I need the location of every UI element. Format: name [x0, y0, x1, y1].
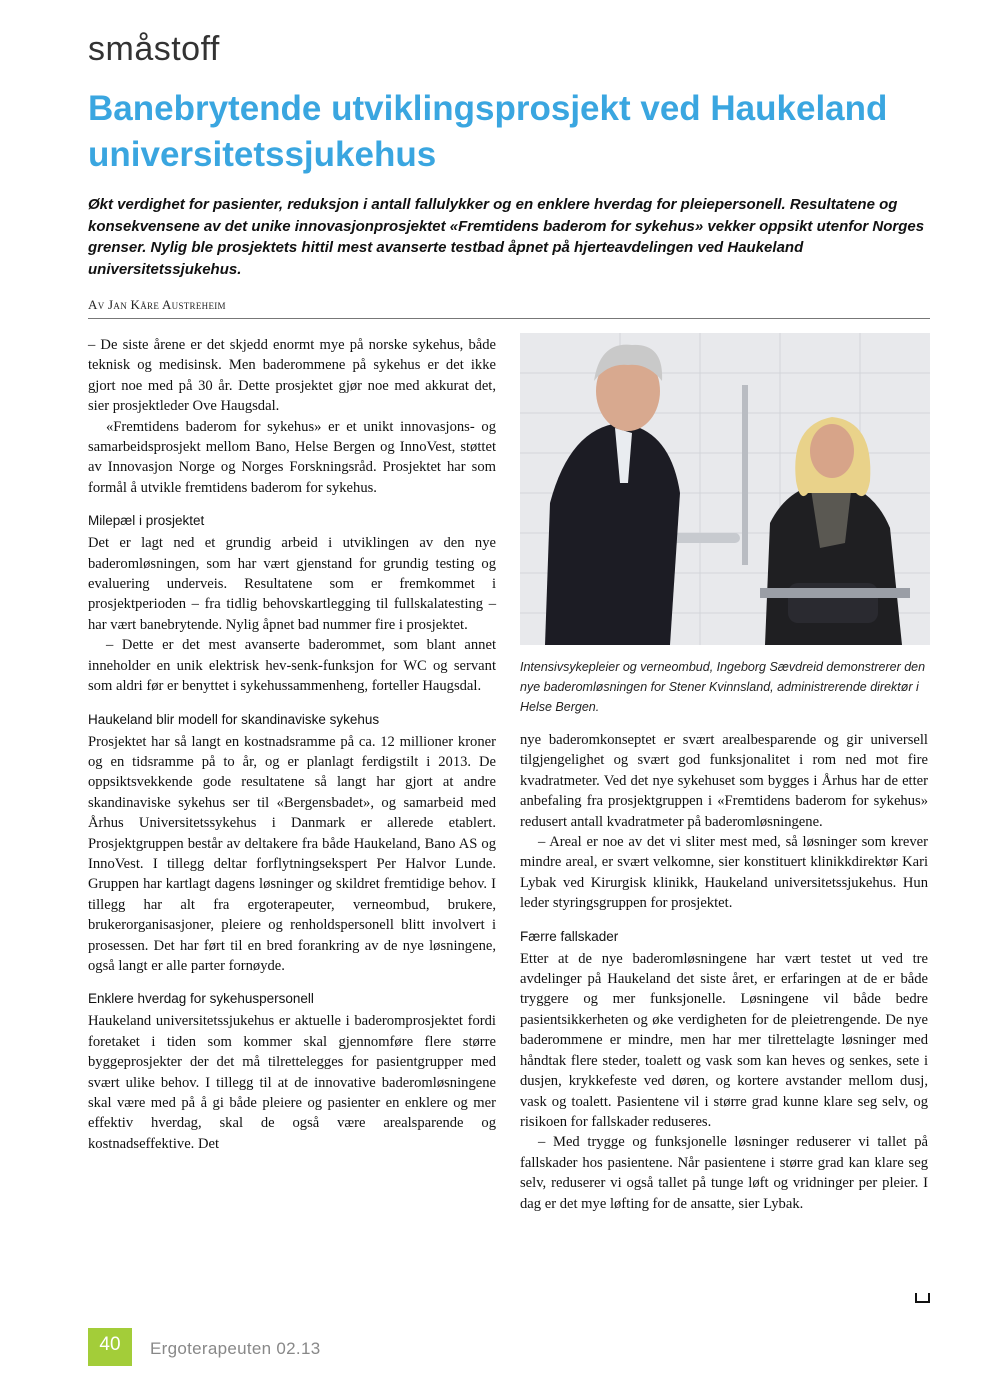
paragraph: Haukeland universitetssjukehus er aktuelle i baderomprosjektet fordi foretaket i tiden som kommer skal gjennomføre flere større byggeprosjekter der det må tilrettelegges for pasientgrupper med svært ulike behov. I tillegg til at de innovative baderomløsningene skal være med på å gi både pleiere og pasienter en enklere og mer effektiv hverdag, skal de også være arealsparende og kostnadseffektive. Det — [88, 1013, 496, 1152]
article-photo — [520, 333, 930, 645]
article-column-right — [520, 730, 928, 1214]
section-label: småstoff — [88, 30, 220, 68]
paragraph: – Areal er noe av det vi sliter mest med, så løsninger som krever mindre areal, er svært velkomne, sier konstituert klinikkdirektør Kari Lybak ved Kirurgisk klinikk, Haukeland universitetssjukehus. Hun leder styringsgruppen for prosjektet. — [520, 834, 928, 912]
photo-woman-face — [810, 424, 854, 478]
paragraph: Prosjektet har så langt en kostnadsramme på ca. 12 millioner kroner og en tidsramme på to år, og er planlagt ferdigstilt i 2013. De oppsiktsvekkende gode resultatene så langt har gjort at andre skandinaviske sykehus ser til «Bergensbadet», og samarbeid med Århus Universitetssykehus i Danmark er allerede etablert. Prosjektgruppen består av deltakere fra både Haukeland, Bano AS og InnoVest. I tillegg deltar forflytningsekspert Per Halvor Lunde. Gruppen har kartlagt dagens løsninger og skildret fremtidige behov. I tillegg har alt fra ergoterapeuter, verneombud, brukere, brukerorganisasjoner, pleiere og renholdspersonell blitt involvert i prosessen. Det har ført til en bred forankring av de nye løsningene, også langt er alle parter fornøyde. — [88, 733, 496, 974]
photo-shower-rail — [742, 385, 748, 565]
headline: Banebrytende utviklingsprosjekt ved Haukeland universitetssjukehus — [88, 89, 888, 174]
page-number: 40 — [99, 1334, 121, 1355]
paragraph: Det er lagt ned et grundig arbeid i utviklingen av den nye baderomløsningen, som har vært gjenstand for grundig testing og evaluering underveis. Resultatene som er fremkommet i prosjektperioden – fra tidlig behovskartlegging til fullskalatesting – har vært banebrytende. Nylig åpnet bad nummer fire i prosjektet. — [88, 535, 496, 633]
subheading: Milepæl i prosjektet — [88, 513, 205, 529]
subheading: Enklere hverdag for sykehuspersonell — [88, 991, 314, 1007]
magazine-name: Ergoterapeuten 02.13 — [150, 1339, 321, 1358]
byline-rule — [88, 318, 930, 319]
subheading: Færre fallskader — [520, 928, 619, 944]
photo-caption: Intensivsykepleier og verneombud, Ingeborg Sævdreid demonstrerer den nye baderomløsningen for Stener Kvinnsland, administrerende direktør i Helse Bergen. — [520, 660, 926, 714]
article-column-left — [88, 335, 496, 1154]
lead-paragraph: Økt verdighet for pasienter, reduksjon i antall fallulykker og en enklere hverdag for pleiepersonell. Resultatene og konsekvensene av det unike innovasjonprosjektet «Fremtidens baderom for sykehus» vekker oppsikt utenfor Norges grenser. Nylig ble prosjektets hittil mest avanserte testbad åpnet på hjerteavdelingen ved Haukeland universitetssjukehus. — [88, 196, 925, 278]
paragraph: – Med trygge og funksjonelle løsninger reduserer vi tallet på fallskader hos pasientene. Når pasientene i større grad kan klare seg selv, reduserer vi også tallet på tunge løft og vridninger per pleier. I dag er det mye løfting for de ansatte, sier Lybak. — [520, 1134, 928, 1212]
paragraph: Etter at de nye baderomløsningene har vært testet ut ved tre avdelinger på Haukeland det siste året, er erfaringen at de er både tryggere og mer funksjonelle. Løsningene vil både bedre pasientsikkerheten og øke verdigheten for de pleietrengende. De nye baderommene er mindre, men har mer tilrettelagte løsninger med håndtak flere steder, toalett og vask som kan heves og senkes, sete i dusjen, krykkefeste ved døren, og kortere avstander mellom dusj, vask og toalett. Pasientene vil i større grad kunne klare seg selv, og risikoen for fallskader reduseres. — [520, 950, 928, 1130]
paragraph: «Fremtidens baderom for sykehus» er et unikt innovasjons- og samarbeidsprosjekt mellom Bano, Helse Bergen og InnoVest, støttet av Innovasjon Norge og Norges Forskningsråd. Prosjektet har som formål å utvikle fremtidens baderom for sykehus. — [88, 418, 496, 496]
end-of-article-mark — [915, 1293, 930, 1303]
paragraph: – Dette er det mest avanserte baderommet, som blant annet inneholder en unik elektrisk hev-senk-funksjon for WC og servant som aldri før er benyttet i sykehussammenheng, forteller Haugsdal. — [88, 637, 496, 695]
photo-seat-frame — [760, 588, 910, 598]
paragraph: – De siste årene er det skjedd enormt mye på norske sykehus, både teknisk og medisinsk. Men baderommene på sykehus er det ikke gjort noe med på 30 år. Dette prosjektet gjør noe med akkurat det, sier prosjektleder Ove Haugsdal. — [88, 337, 496, 415]
paragraph: nye baderomkonseptet er svært arealbesparende og gir universell tilgjengelighet og svært god funksjonalitet i rom ned mot fire kvadratmeter. Ved det nye sykehuset som bygges i Århus har de etter anbefaling fra prosjektgruppen i «Fremtidens baderom for sykehus» redusert antall kvadratmeter på baderomløsningene. — [520, 732, 928, 830]
byline: Av Jan Kåre Austreheim — [88, 297, 226, 312]
subheading: Haukeland blir modell for skandinaviske sykehus — [88, 711, 380, 727]
